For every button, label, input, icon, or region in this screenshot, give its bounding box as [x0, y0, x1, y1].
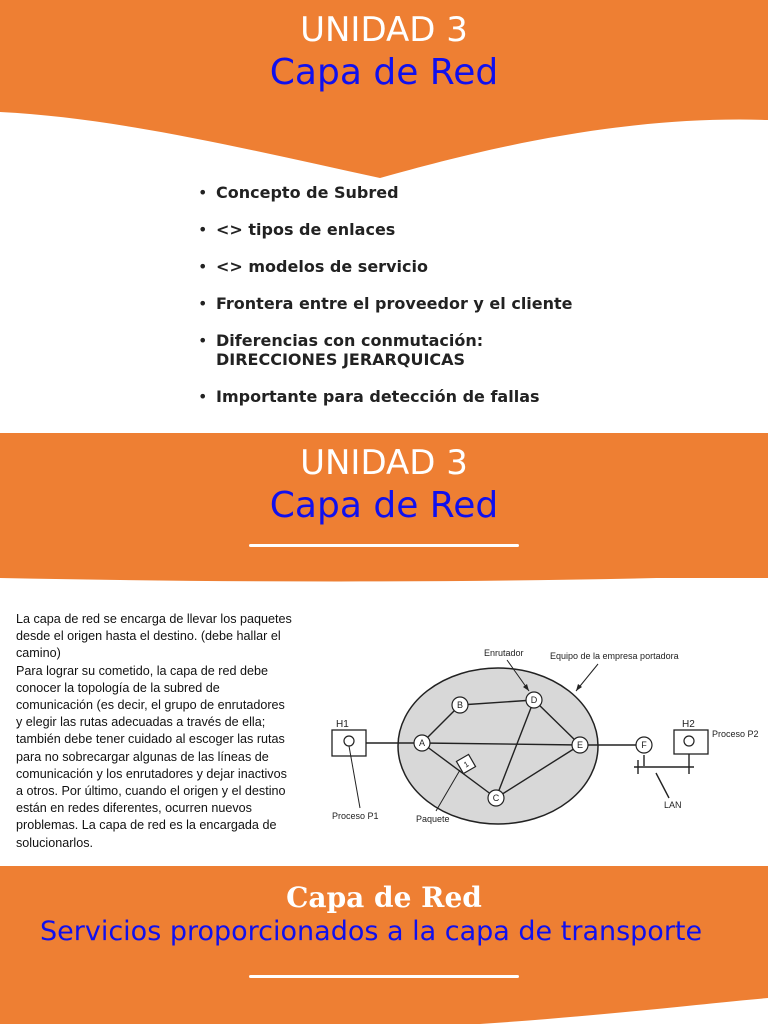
- slide-2-subtitle: Capa de Red: [269, 485, 499, 526]
- carrier-equipment-label: Equipo de la empresa portadora: [550, 651, 679, 661]
- router-node-d-label: D: [530, 695, 538, 705]
- slide-3: [0, 866, 768, 1024]
- host-h2-label: H2: [682, 719, 695, 730]
- host-h1-label: H1: [336, 719, 349, 730]
- slide-3-subtitle: Servicios proporcionados a la capa de transporte: [40, 916, 703, 947]
- slide-1-header: [0, 0, 768, 180]
- slide-1-bullet-list: [198, 183, 618, 424]
- router-node-b-label: B: [456, 700, 464, 710]
- lan-label: LAN: [664, 800, 682, 810]
- slide-1-title: UNIDAD 3: [300, 10, 468, 50]
- packet-number: 1: [462, 759, 471, 770]
- slide-3-title: Capa de Red: [286, 881, 482, 914]
- slide-3-wave: [0, 994, 768, 1024]
- process-p1-label: Proceso P1: [332, 811, 379, 821]
- bullet-item: • <> modelos de servicio: [198, 257, 618, 276]
- router-node-c-label: C: [492, 793, 500, 803]
- packet-label: Paquete: [416, 814, 450, 824]
- decorative-underline: [249, 975, 519, 978]
- bullet-item: • <> tipos de enlaces: [198, 220, 618, 239]
- process-p1-circle: [344, 736, 354, 746]
- router-node-e-label: E: [576, 740, 584, 750]
- router-label: Enrutador: [484, 648, 524, 658]
- router-node-a-label: A: [418, 738, 426, 748]
- decorative-underline: [249, 544, 519, 547]
- bullet-item: • Concepto de Subred: [198, 183, 618, 202]
- network-diagram: [324, 633, 768, 838]
- process-p2-label: Proceso P2: [712, 729, 759, 739]
- slide-2-paragraph: La capa de red se encarga de llevar los paquetes desde el origen hasta el destino. (debe hallar el camino) Para lograr su cometido, la capa de red debe conocer la topología de la subred de comunicación (es decir, el grupo de enrutadores y elegir las rutas adecuadas a través de ella; también debe tener cuidado al escoger las rutas para no sobrecargar algunas de las líneas de comunicación y los enrutadores y dejar inactivos a otros. Por último, cuando el origen y el destino están en redes diferentes, ocurren nuevos problemas. La capa de red es la encargada de solucionarlos.: [16, 612, 292, 850]
- slide-2-title: UNIDAD 3: [300, 443, 468, 483]
- slide-1: [0, 0, 768, 426]
- slide-1-subtitle: Capa de Red: [269, 52, 499, 93]
- bullet-item: • Diferencias con conmutación: DIRECCIONES JERARQUICAS: [198, 331, 618, 369]
- slide-2: [0, 433, 768, 859]
- bullet-item: • Frontera entre el proveedor y el cliente: [198, 294, 618, 313]
- router-node-f-label: F: [641, 740, 647, 750]
- process-p2-circle: [684, 736, 694, 746]
- bullet-item: • Importante para detección de fallas: [198, 387, 618, 406]
